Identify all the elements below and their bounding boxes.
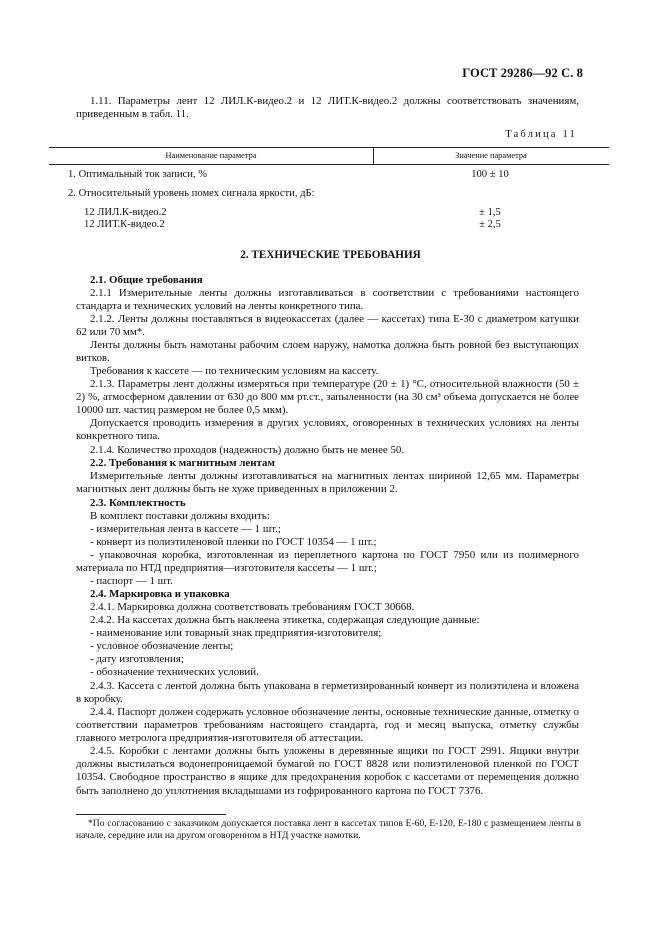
paragraph-2-1-2-b: Ленты должны быть намотаны рабочим слоем наружу, намотка должна быть ровной без выступающих витков. [76,339,579,365]
paragraph-2-1-2: 2.1.2. Ленты должны поставляться в видеокассетах (далее — кассетах) типа Е-30 с диаметром катушки 62 или 70 мм*. [76,313,579,339]
paragraph-2-1-2-c: Требования к кассете — по техническим условиям на кассету. [90,365,379,377]
paragraph-2-4-2: 2.4.2. На кассетах должна быть наклеена этикетка, содержащая следующие данные: [90,614,480,626]
paragraph-2-3-c: - конверт из полиэтиленовой пленки по ГОСТ 10354 — 1 шт.; [90,536,377,548]
footnote-rule [76,814,226,815]
paragraph-2-2: Измерительные ленты должны изготавливаться на магнитных лентах шириной 12,65 мм. Параметры магнитных лент должны быть не хуже приведенных в приложении 2. [76,470,579,496]
paragraph-2-3-b: - измерительная лента в кассете — 1 шт.; [90,523,281,535]
table-row2-value2: ± 2,5 [479,219,501,230]
paragraph-2-1-3-b: Допускается проводить измерения в других условиях, оговоренных в технических условиях на ленты конкретного типа. [76,417,579,443]
paragraph-2-3-e: - паспорт — 1 шт. [90,575,173,587]
heading-2-4: 2.4. Маркировка и упаковка [90,588,230,600]
table-row1-value: 100 ± 10 [471,169,509,180]
heading-2-3: 2.3. Комплектность [90,497,186,509]
paragraph-2-4-5: 2.4.5. Коробки с лентами должны быть уложены в деревянные ящики по ГОСТ 2991. Ящики внутри должны выстилаться водонепроницаемой бумагой по ГОСТ 8828 или полиэтиленовой пленкой по ГОСТ 10354. Свободное пространство в ящике для предохранения коробок с кассетами от перемещения должно быть заполнено до уплотнения вкладышами из гофрированного картона по ГОСТ 7376. [76,745,579,797]
table-header-value: Значение параметра [455,151,527,160]
parameters-table [49,147,609,231]
paragraph-2-3-a: В комплект поставки должны входить: [90,510,270,522]
paragraph-2-4-2-c: - дату изготовления; [90,653,184,665]
table-row2-sub2: 12 ЛИТ.К-видео.2 [84,219,165,230]
paragraph-2-1-4: 2.1.4. Количество проходов (надежность) должно быть не менее 50. [90,444,405,456]
table-top-rule [49,147,609,148]
page-header: ГОСТ 29286—92 С. 8 [462,66,583,80]
paragraph-2-4-3: 2.4.3. Кассета с лентой должна быть упакована в герметизированный конверт из полиэтилена и вложена в коробку. [76,680,579,706]
paragraph-2-3-d: - упаковочная коробка, изготовленная из переплетного картона по ГОСТ 7950 или из полимерного материала по НТД предприятия—изготовителя кассеты — 1 шт.; [76,549,579,575]
section-title: 2. ТЕХНИЧЕСКИЕ ТРЕБОВАНИЯ [240,249,421,261]
paragraph-2-4-4: 2.4.4. Паспорт должен содержать условное обозначение ленты, основные технические данные, отметку о соответствии параметров требованиям настоящего стандарта, год и месяц выпуска, отметку службы главного метролога предприятия-изготовителя об аттестации. [76,706,579,745]
table-row2-param: 2. Относительный уровень помех сигнала яркости, дБ: [68,188,315,199]
paragraph-2-4-2-b: - условное обозначение ленты; [90,640,234,652]
heading-2-1: 2.1. Общие требования [90,274,203,286]
paragraph-2-4-2-a: - наименование или товарный знак предприятия-изготовителя; [90,627,382,639]
heading-2-2: 2.2. Требования к магнитным лентам [90,457,275,469]
table-header-rule [49,164,609,165]
paragraph-2-4-1: 2.4.1. Маркировка должна соответствовать требованиям ГОСТ 30668. [90,601,415,613]
table-header-param: Наименование параметра [165,151,257,160]
paragraph-2-1-3: 2.1.3. Параметры лент должны измеряться при температуре (20 ± 1) °С, относительной влажности (50 ± 2) %, атмосферном давлении от 630 до 800 мм рт.ст., запыленности (на 30 см³ объема допускается не более 10000 шт. частиц размером не более 0,5 мкм). [76,378,579,417]
footnote: *По согласованию с заказчиком допускается поставка лент в кассетах типов Е-60, Е-120, Е-180 с размещением ленты в начале, середине или на другом оговоренном в НТД участке намотки. [76,818,581,841]
table-row1-param: 1. Оптимальный ток записи, % [68,169,208,180]
table-row2-sub1: 12 ЛИЛ.К-видео.2 [84,207,167,218]
intro-paragraph: 1.11. Параметры лент 12 ЛИЛ.К-видео.2 и 12 ЛИТ.К-видео.2 должны соответствовать значениям, приведенным в табл. 11. [76,95,579,121]
table-caption: Таблица 11 [505,129,577,140]
paragraph-2-4-2-d: - обозначение технических условий. [90,666,259,678]
paragraph-2-1-1: 2.1.1 Измерительные ленты должны изготавливаться в соответствии с требованиями настоящего стандарта и технических условий на ленты конкретного типа. [76,287,579,313]
table-row2-value1: ± 1,5 [479,207,501,218]
